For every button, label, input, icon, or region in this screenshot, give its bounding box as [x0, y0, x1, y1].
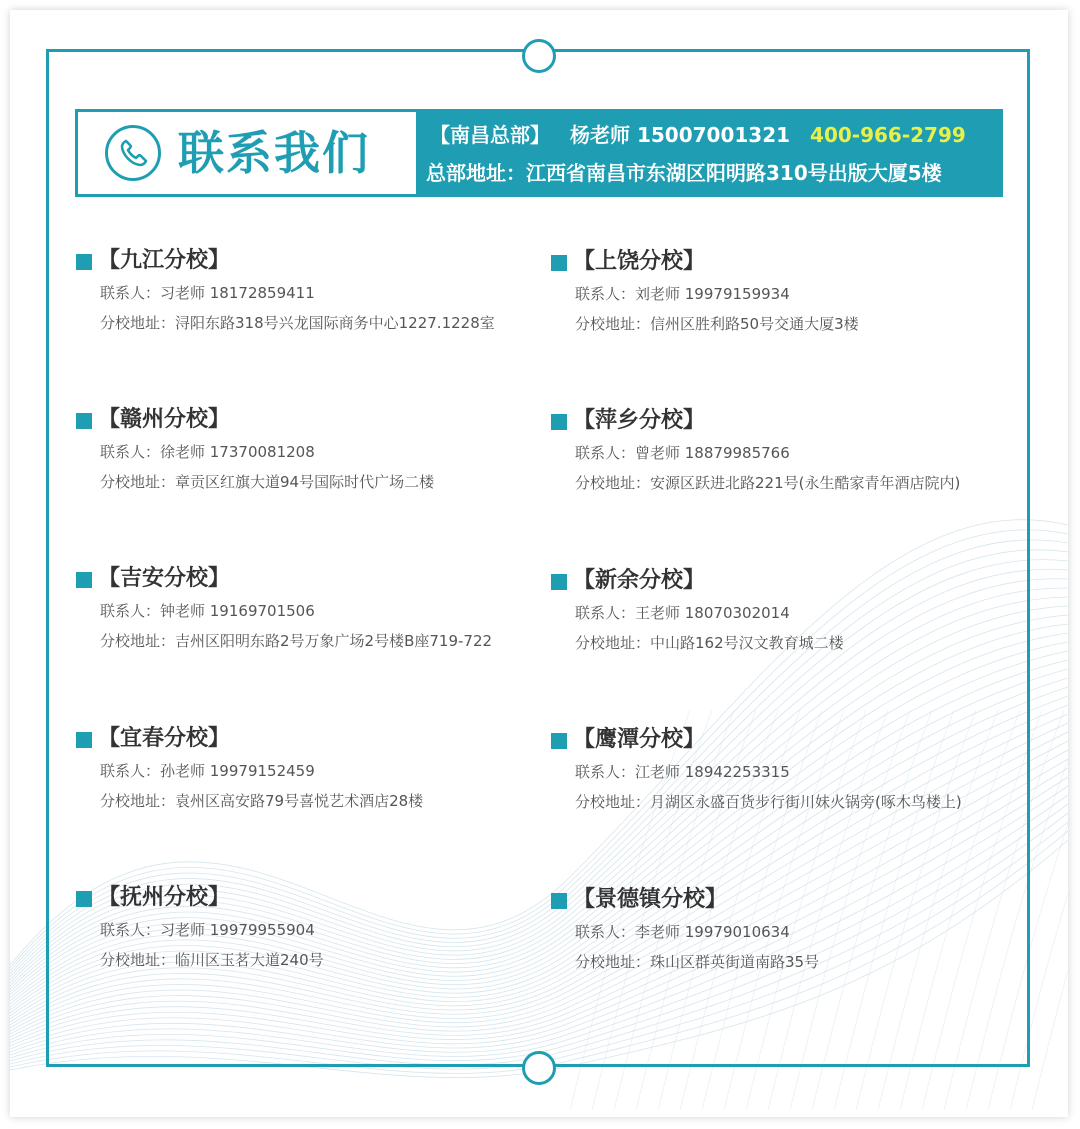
bullet-marker — [76, 254, 92, 270]
branch-item-jian — [76, 564, 536, 650]
bullet-marker — [551, 255, 567, 271]
headquarters-info — [416, 112, 1000, 194]
branch-contact: 联系人：孙老师 19979152459 — [100, 762, 315, 780]
branch-contact: 联系人：曾老师 18879985766 — [575, 444, 790, 462]
branch-name: 【上饶分校】 — [573, 249, 706, 274]
branch-contact: 联系人：习老师 18172859411 — [100, 284, 315, 302]
branch-name: 【宜春分校】 — [98, 726, 231, 751]
branch-contact: 联系人：钟老师 19169701506 — [100, 602, 315, 620]
bullet-marker — [76, 572, 92, 588]
hq-label: 【南昌总部】 — [430, 123, 550, 147]
header-title-block — [78, 112, 415, 194]
branch-item-shangrao — [551, 247, 1011, 333]
hq-line — [430, 122, 966, 148]
branch-contact: 联系人：李老师 19979010634 — [575, 923, 790, 941]
branch-item-fuzhou — [76, 883, 536, 969]
frame-top-ornament — [522, 39, 556, 73]
branch-item-jingdezhen — [551, 885, 1011, 971]
branch-address: 分校地址：吉州区阳明东路2号万象广场2号楼B座719-722 — [100, 632, 493, 650]
branch-name: 【赣州分校】 — [98, 407, 231, 432]
hq-address: 总部地址：江西省南昌市东湖区阳明路310号出版大厦5楼 — [426, 161, 942, 185]
branch-item-yingtan — [551, 725, 1011, 811]
bullet-marker — [551, 574, 567, 590]
bullet-marker — [551, 893, 567, 909]
branch-name: 【景德镇分校】 — [573, 887, 728, 912]
branch-item-pingxiang — [551, 406, 1011, 492]
branch-address: 分校地址：袁州区高安路79号喜悦艺术酒店28楼 — [100, 792, 424, 810]
branch-address: 分校地址：临川区玉茗大道240号 — [100, 951, 324, 969]
branch-contact: 联系人：刘老师 19979159934 — [575, 285, 790, 303]
branch-address: 分校地址：浔阳东路318号兴龙国际商务中心1227.1228室 — [100, 314, 495, 332]
page-title: 联系我们 — [178, 126, 370, 180]
bullet-marker — [76, 732, 92, 748]
branch-contact: 联系人：江老师 18942253315 — [575, 763, 790, 781]
branch-item-xinyu — [551, 566, 1011, 652]
phone-icon — [105, 125, 161, 181]
branch-item-yichun — [76, 724, 536, 810]
branch-name: 【抚州分校】 — [98, 885, 231, 910]
branch-name: 【鹰潭分校】 — [573, 727, 706, 752]
branch-name: 【九江分校】 — [98, 248, 231, 273]
contact-header — [75, 109, 1003, 197]
branch-name: 【新余分校】 — [573, 568, 706, 593]
branch-contact: 联系人：王老师 18070302014 — [575, 604, 790, 622]
branch-item-ganzhou — [76, 405, 536, 491]
branch-name: 【萍乡分校】 — [573, 408, 706, 433]
branch-item-jiujiang — [76, 246, 536, 332]
bullet-marker — [76, 891, 92, 907]
bullet-marker — [76, 413, 92, 429]
branch-address: 分校地址：章贡区红旗大道94号国际时代广场二楼 — [100, 473, 435, 491]
hotline-number: 400-966-2799 — [810, 123, 966, 147]
branch-address: 分校地址：安源区跃进北路221号(永生酷家青年酒店院内) — [575, 474, 961, 492]
branch-address: 分校地址：珠山区群英街道南路35号 — [575, 953, 820, 971]
branch-address: 分校地址：中山路162号汉文教育城二楼 — [575, 634, 844, 652]
frame-bottom-ornament — [522, 1051, 556, 1085]
branch-address: 分校地址：月湖区永盛百货步行街川妹火锅旁(啄木鸟楼上) — [575, 793, 962, 811]
branch-address: 分校地址：信州区胜利路50号交通大厦3楼 — [575, 315, 859, 333]
bullet-marker — [551, 414, 567, 430]
hq-contact: 杨老师 15007001321 — [570, 123, 791, 147]
branch-contact: 联系人：习老师 19979955904 — [100, 921, 315, 939]
bullet-marker — [551, 733, 567, 749]
branch-name: 【吉安分校】 — [98, 566, 231, 591]
branch-contact: 联系人：徐老师 17370081208 — [100, 443, 315, 461]
